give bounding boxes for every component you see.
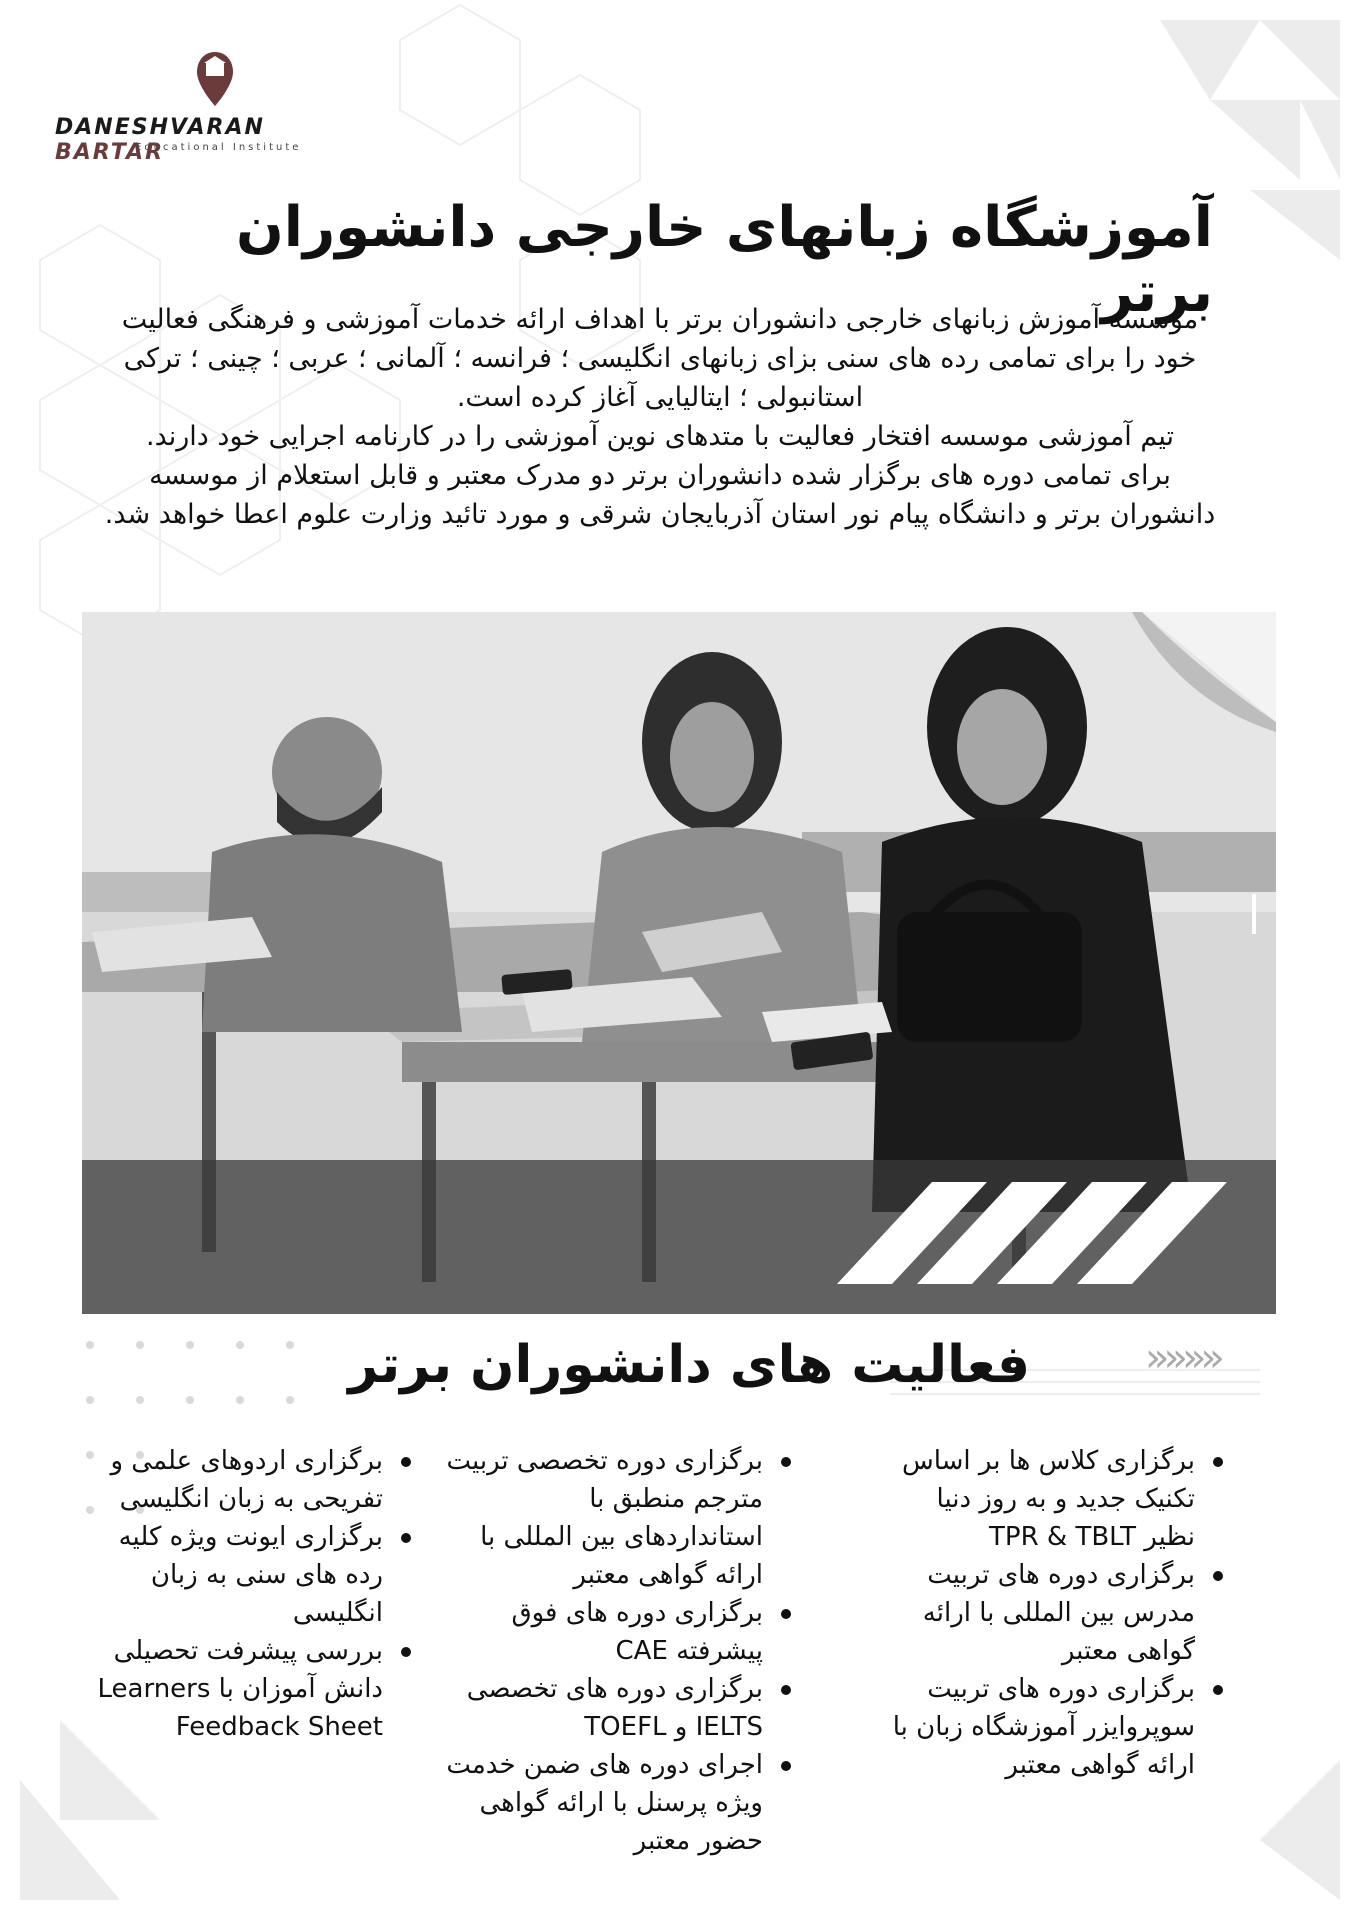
logo (55, 50, 375, 165)
activities-list (882, 1442, 1227, 1784)
intro-paragraph: تیم آموزشی موسسه افتخار فعالیت با متدهای نوین آموزشی را در کارنامه اجرایی خود دارند. (146, 421, 1174, 452)
logo-subtitle: Educational Institute (135, 142, 302, 153)
list-item: برگزاری دوره تخصصی تربیت مترجم منطبق با استانداردهای بین المللی با ارائه گواهی معتبر (445, 1442, 763, 1594)
list-item: بررسی پیشرفت تحصیلی دانش آموزان با Learners Feedback Sheet (90, 1632, 383, 1746)
list-item: برگزاری دوره های تخصصی IELTS و TOEFL (445, 1670, 763, 1746)
list-item: برگزاری ایونت ویژه کلیه رده های سنی به زبان انگلیسی (90, 1518, 383, 1632)
classroom-illustration (82, 612, 1276, 1314)
intro-paragraph: موسسه آموزش زبانهای خارجی دانشوران برتر با اهداف ارائه خدمات آموزشی و فرهنگی فعالیت خود را برای تمامی رده های سنی بزای زبانهای انگلیسی ؛ فرانسه ؛ آلمانی ؛ عربی ؛ چینی ؛ ترکی استانبولی ؛ ایتالیایی آغاز کرده است. (121, 304, 1199, 413)
list-item: برگزاری دوره های تربیت مدرس بین المللی با ارائه گواهی معتبر (882, 1556, 1195, 1670)
logo-wordmark (55, 115, 375, 165)
page-title: آموزشگاه زبانهای خارجی دانشوران برتر (236, 195, 1213, 325)
classroom-photo (82, 612, 1276, 1314)
list-item: برگزاری دوره های تربیت سوپروایزر آموزشگاه زبان با ارائه گواهی معتبر (882, 1670, 1195, 1784)
activities-list (90, 1442, 415, 1746)
intro-text (100, 300, 1220, 534)
activities-column-right (882, 1442, 1227, 1784)
activities-column-middle (445, 1442, 795, 1860)
section-title: فعالیت های دانشوران برتر (348, 1335, 1030, 1395)
intro-paragraph: برای تمامی دوره های برگزار شده دانشوران برتر دو مدرک معتبر و قابل استعلام از موسسه دانشوران برتر و دانشگاه پیام نور استان آذربایجان شرقی و مورد تائید وزارت علوم اعطا خواهد شد. (104, 460, 1216, 530)
list-item: اجرای دوره های ضمن خدمت ویژه پرسنل با ارائه گواهی حضور معتبر (445, 1746, 763, 1860)
map-pin-icon (195, 50, 235, 110)
logo-name-part2: BARTAR (55, 140, 165, 165)
logo-name-part1: DANESHVARAN (55, 115, 265, 140)
list-item: برگزاری کلاس ها بر اساس تکنیک جدید و به روز دنیا نظیر TPR & TBLT (882, 1442, 1195, 1556)
activities-column-left (90, 1442, 415, 1746)
chevrons-icon: »»»» (1145, 1335, 1219, 1381)
list-item: برگزاری اردوهای علمی و تفریحی به زبان انگلیسی (90, 1442, 383, 1518)
activities-list (445, 1442, 795, 1860)
list-item: برگزاری دوره های فوق پیشرفته CAE (445, 1594, 763, 1670)
